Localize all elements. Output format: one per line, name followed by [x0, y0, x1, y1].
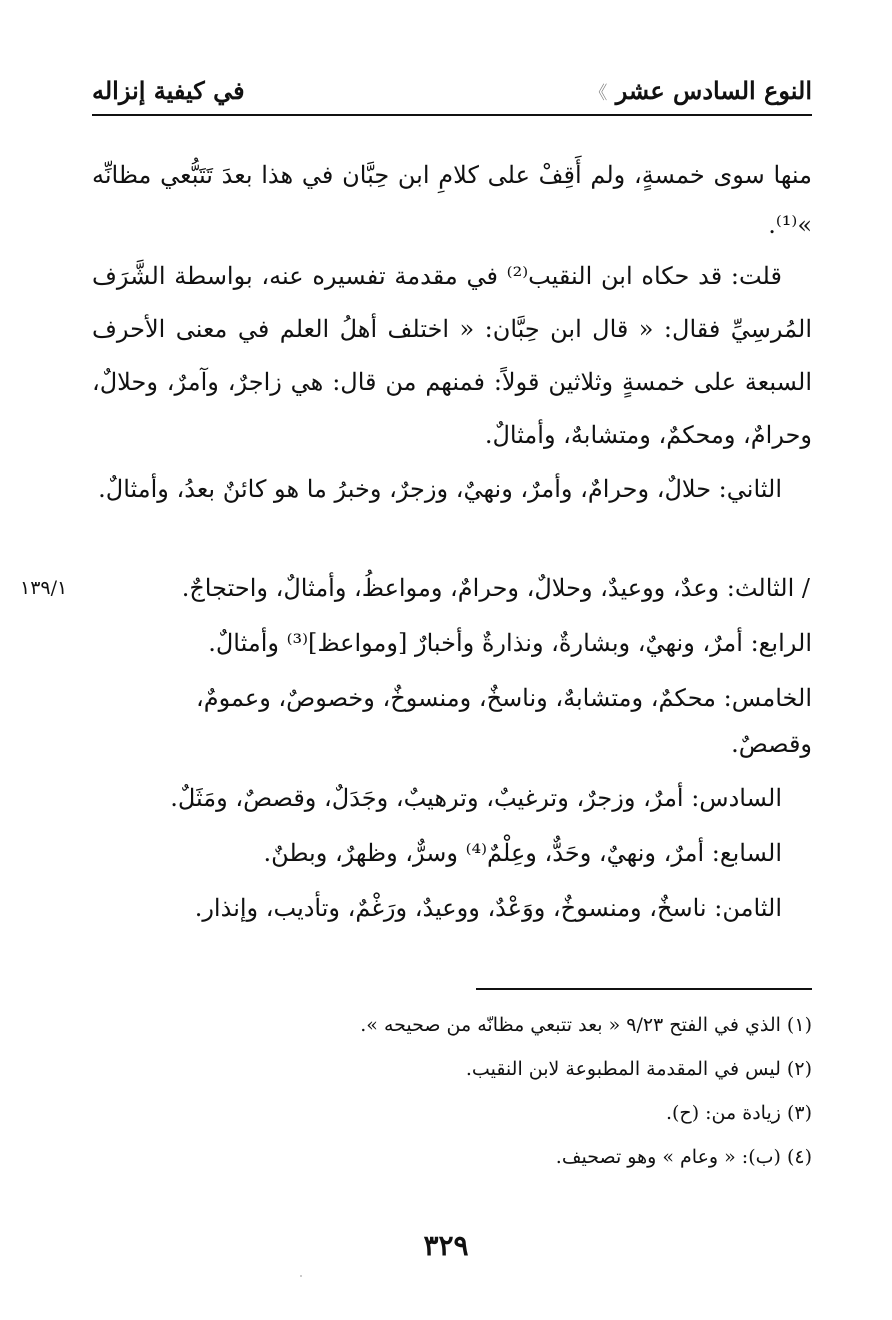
list-item-eighth: الثامن: ناسخٌ، ومنسوخٌ، ووَعْدٌ، ووعيدٌ، ورَغْمٌ، وتأديب، وإنذار.: [194, 894, 782, 922]
chapter-title: [589, 74, 812, 111]
footnote-3: (٣) زيادة من: (ح).: [665, 1102, 812, 1124]
body-paragraph-1: [92, 150, 812, 250]
footnote-1: (١) الذي في الفتح ٩/٢٣ « بعد تتبعي مظانّه من صحيحه ».: [360, 1014, 812, 1036]
list-item-sixth: السادس: أمرٌ، وزجرٌ، وترغيبٌ، وترهيبٌ، وجَدَلٌ، وقصصٌ، ومَثَلٌ.: [170, 784, 782, 812]
chapter-title-text: النوع السادس عشر: [615, 76, 812, 105]
paragraph-text: الثاني: حلالٌ، وحرامٌ، وأمرٌ، ونهيٌ، وزجرٌ، وخبرُ ما هو كائنٌ بعدُ، وأمثالٌ.: [98, 475, 782, 503]
list-item-fifth-continued: وقصصٌ.: [731, 730, 812, 758]
list-item-third: / الثالث: وعدٌ، ووعيدٌ، وحلالٌ، وحرامٌ، ومواعظُ، وأمثالٌ، واحتجاجٌ.: [181, 574, 810, 602]
header-rule: [92, 114, 812, 116]
paragraph-text: قلت: قد حكاه ابن النقيب⁽²⁾ في مقدمة تفسيره عنه، بواسطة الشَّرَف المُرسِيِّ فقال: « قال ابن حِبَّان: « اختلف أهلُ العلم في معنى الأحرف السبعة على خمسةٍ وثلاثين قولاً: فمنهم من قال: هي زاجرٌ، وآمرٌ، وحلالٌ، وحرامٌ، ومحكمٌ، ومتشابهٌ، وأمثالٌ.: [92, 262, 812, 449]
footnote-rule: [476, 988, 812, 990]
section-mark: 》: [589, 83, 608, 104]
body-paragraph-3: [92, 463, 812, 516]
body-paragraph-2: [92, 250, 812, 462]
running-header: [92, 74, 812, 108]
margin-reference: ١٣٩/١: [20, 577, 68, 599]
print-speck: [300, 1275, 302, 1277]
list-item-fifth: الخامس: محكمٌ، ومتشابهٌ، وناسخٌ، ومنسوخٌ، وخصوصٌ، وعمومٌ،: [196, 684, 812, 712]
footnote-4: (٤) (ب): « وعام » وهو تصحيف.: [555, 1146, 812, 1168]
footnotes: [252, 1003, 812, 1179]
list-item-seventh: السابع: أمرٌ، ونهيٌ، وحَدٌّ، وعِلْمٌ⁽⁴⁾ وسرٌّ، وظهرٌ، وبطنٌ.: [263, 839, 782, 867]
page-number: ٣٢٩: [423, 1229, 469, 1262]
list-item-fourth: الرابع: أمرٌ، ونهيٌ، وبشارةٌ، ونذارةٌ وأخبارٌ [ومواعظ]⁽³⁾ وأمثالٌ.: [208, 629, 812, 657]
footnote-2: (٢) ليس في المقدمة المطبوعة لابن النقيب.: [465, 1058, 812, 1080]
section-title: في كيفية إنزاله: [92, 76, 245, 105]
paragraph-text: منها سوى خمسةٍ، ولم أَقِفْ على كلامِ ابن حِبَّان في هذا بعدَ تَتَبُّعي مظانِّه »⁽¹⁾.: [92, 161, 812, 239]
